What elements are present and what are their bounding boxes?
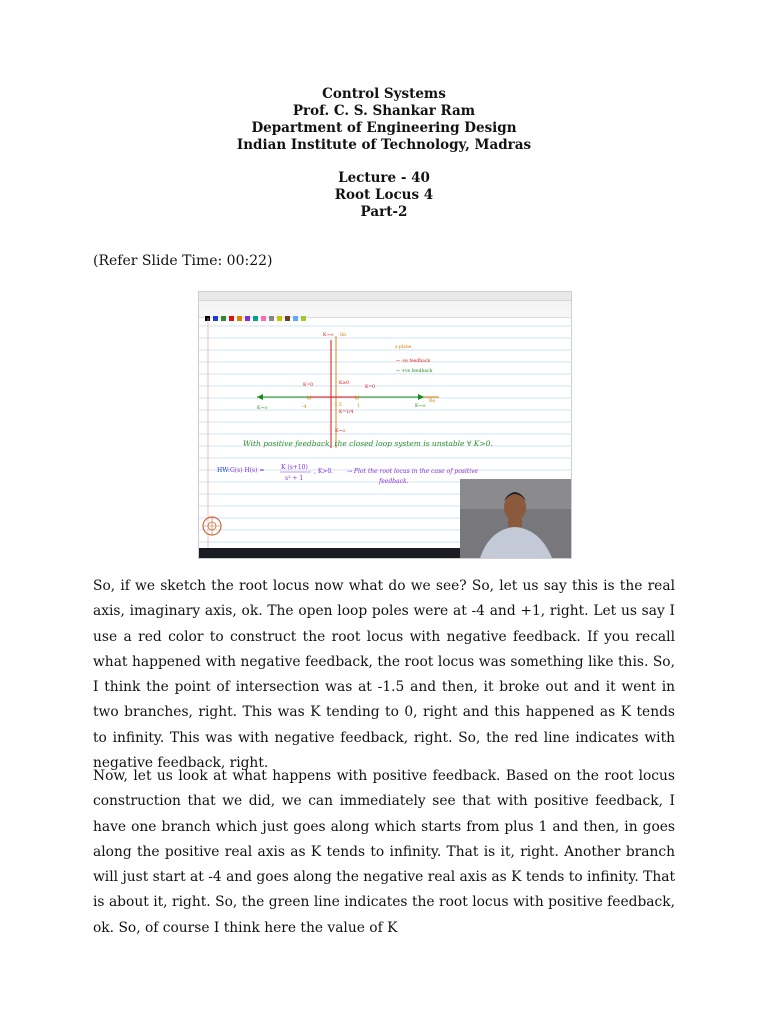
label-k-ge-0: K≥0 [339,381,349,386]
document-header [0,86,768,221]
label-k-inf-top: K→∞ [323,333,334,338]
label-k-inf-bottom: K→∞ [335,429,346,434]
label-k0-left: K=0 [303,383,313,388]
svg-text:×: × [306,394,312,402]
course-title: Control Systems [322,86,446,102]
department-name: Department of Engineering Design [251,120,517,136]
label-k-inf-right: K→∞ [415,404,426,409]
slide-window-titlebar [199,292,571,301]
label-k0-right: K=0 [365,385,375,390]
label-plus-one: 1 [357,404,360,409]
label-minus-one-five: -1.5 [333,403,342,408]
hw-denominator: s² + 1 [285,475,304,482]
label-minus-four: -4 [302,405,307,410]
nptel-logo [203,517,221,535]
lecturer-video-inset [460,479,571,558]
svg-text:×: × [354,394,360,402]
lecturer-figure [460,479,571,558]
label-k-quarter: K=1/4 [339,410,354,415]
legend-positive-feedback: → +ve feedback [396,369,433,374]
paragraph-2: Now, let us look at what happens with positive feedback. Based on the root locus construction that we did, we can immediately see that with positive feedback, I have one branch which just goes along which starts from plus 1 and then, in goes along the positive real axis as K tends to infinity. That is it, right. Another branch will just start at -4 and goes along the negative real axis as K tends to infinity. That is about it, right. So, the green line indicates the root locus with positive feedback, ok. So, of course I think here the value of K [93,768,675,936]
institute-name: Indian Institute of Technology, Madras [236,137,532,153]
paragraph-1: So, if we sketch the root locus now what do we see? So, let us say this is the real axis, imaginary axis, ok. The open loop poles were at -4 and +1, right. Let us say I use a red color to construct the root locus with negative feedback. If you recall what happened with negative feedback, the root locus was something like this. So, I think the point of intersection was at -1.5 and then, it broke out and it went in two branches, right. This was K tending to 0, right and this happened as K tends to infinity. This was with negative feedback, right. So, the red line indicates with negative feedback, right. [93,578,675,772]
slide-conclusion: With positive feedback, the closed loop system is unstable ∀ K>0. [243,439,493,448]
legend-negative-feedback: → -ve feedback [396,359,431,364]
lecture-part: Part-2 [360,204,408,220]
hw-gh: G(s) H(s) = [230,467,265,474]
slide-window-menubar [199,301,571,308]
refer-slide-time: (Refer Slide Time: 00:22) [93,253,273,269]
professor-name: Prof. C. S. Shankar Ram [292,103,476,119]
label-im-axis: Im [340,333,347,338]
hw-task-2: feedback. [379,478,409,485]
slide-screenshot [198,291,572,559]
hw-task: → Plot the root locus in the case of positive [347,468,479,475]
lecture-number: Lecture - 40 [338,170,430,186]
slide-toolbar [199,308,571,318]
hw-condition: , K>0. [314,468,334,475]
lecture-topic: Root Locus 4 [334,187,434,203]
label-s-plane: s-plane [395,345,412,350]
hw-numerator: K (s+10) [281,464,308,471]
hw-label: HW: [217,467,230,474]
label-re-axis: Re [429,399,436,404]
label-k-inf-left: K→∞ [257,406,268,411]
